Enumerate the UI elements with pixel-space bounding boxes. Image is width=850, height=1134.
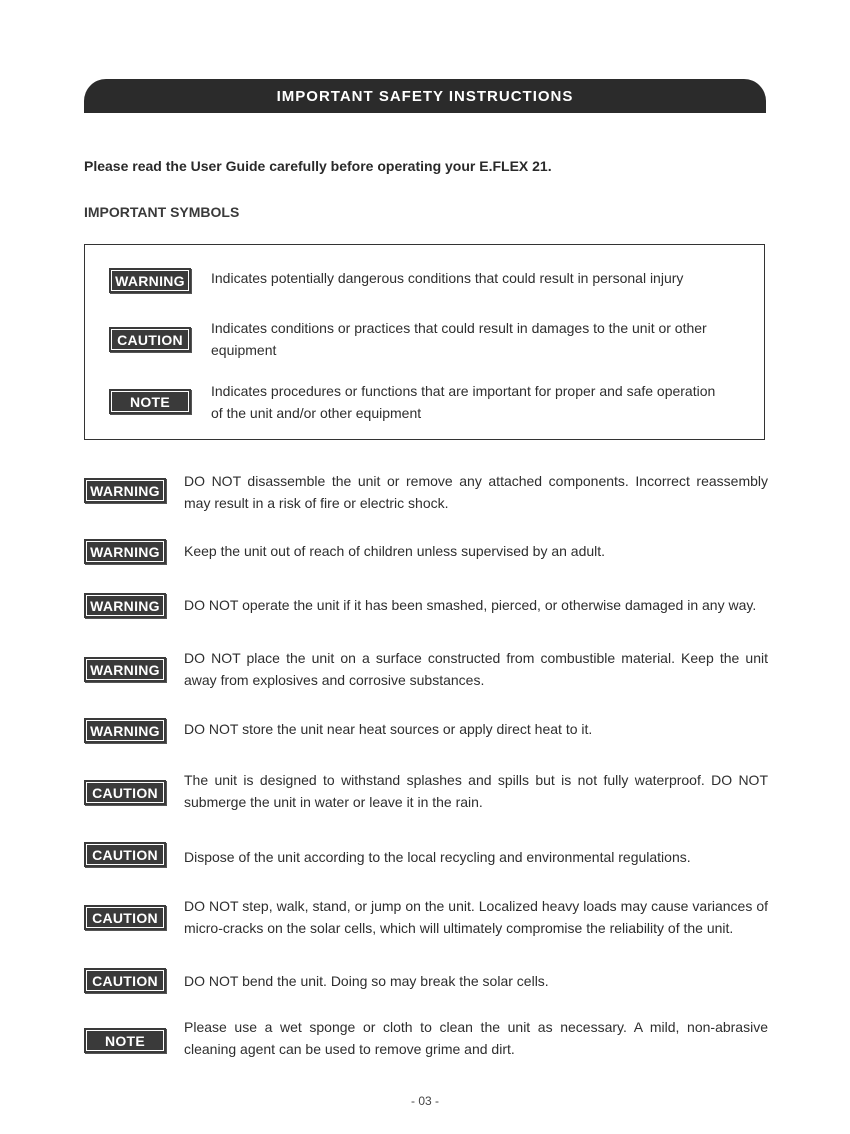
item-badge-warning: WARNING xyxy=(84,593,166,618)
caution-symbol-badge: CAUTION xyxy=(109,327,191,352)
item-badge-warning: WARNING xyxy=(84,539,166,564)
warning-symbol-badge: WARNING xyxy=(109,268,191,293)
item-badge-caution: CAUTION xyxy=(84,905,166,930)
item-badge-caution: CAUTION xyxy=(84,780,166,805)
item-badge-warning: WARNING xyxy=(84,718,166,743)
symbols-heading: IMPORTANT SYMBOLS xyxy=(84,204,240,220)
item-text: DO NOT bend the unit. Doing so may break the solar cells. xyxy=(184,973,549,989)
item-badge-warning: WARNING xyxy=(84,657,166,682)
intro-text: Please read the User Guide carefully before operating your E.FLEX 21. xyxy=(84,158,552,174)
item-text: DO NOT step, walk, stand, or jump on the unit. Localized heavy loads may cause variances of micro-cracks on the solar cells, which will ultimately compromise the reliability of the unit. xyxy=(184,898,768,936)
item-badge-warning: WARNING xyxy=(84,478,166,503)
warning-symbol-description: Indicates potentially dangerous conditions that could result in personal injury xyxy=(211,270,684,286)
item-text: DO NOT store the unit near heat sources or apply direct heat to it. xyxy=(184,721,593,737)
item-badge-caution: CAUTION xyxy=(84,842,166,867)
note-symbol-description: Indicates procedures or functions that are important for proper and safe operation of the unit and/or other equipment xyxy=(211,383,716,421)
page-number: - 03 - xyxy=(410,1094,439,1108)
item-text: DO NOT place the unit on a surface constructed from combustible material. Keep the unit away from explosives and corrosive substances. xyxy=(184,650,768,688)
item-text: DO NOT disassemble the unit or remove any attached components. Incorrect reassembly may result in a risk of fire or electric shock. xyxy=(184,473,768,511)
item-text: Dispose of the unit according to the local recycling and environmental regulations. xyxy=(184,849,691,865)
note-symbol-badge: NOTE xyxy=(109,389,191,414)
item-text: Keep the unit out of reach of children unless supervised by an adult. xyxy=(184,543,606,559)
section-title: IMPORTANT SAFETY INSTRUCTIONS xyxy=(276,87,574,105)
item-text: The unit is designed to withstand splashes and spills but is not fully waterproof. DO NOT submerge the unit in water or leave it in the rain. xyxy=(184,772,768,810)
item-text: DO NOT operate the unit if it has been smashed, pierced, or otherwise damaged in any way. xyxy=(184,597,757,613)
section-header-banner xyxy=(84,79,766,113)
item-badge-note: NOTE xyxy=(84,1028,166,1053)
item-text: Please use a wet sponge or cloth to clean the unit as necessary. A mild, non-abrasive cleaning agent can be used to remove grime and dirt. xyxy=(184,1019,768,1057)
caution-symbol-description: Indicates conditions or practices that could result in damages to the unit or other equipment xyxy=(211,320,707,358)
item-badge-caution: CAUTION xyxy=(84,968,166,993)
